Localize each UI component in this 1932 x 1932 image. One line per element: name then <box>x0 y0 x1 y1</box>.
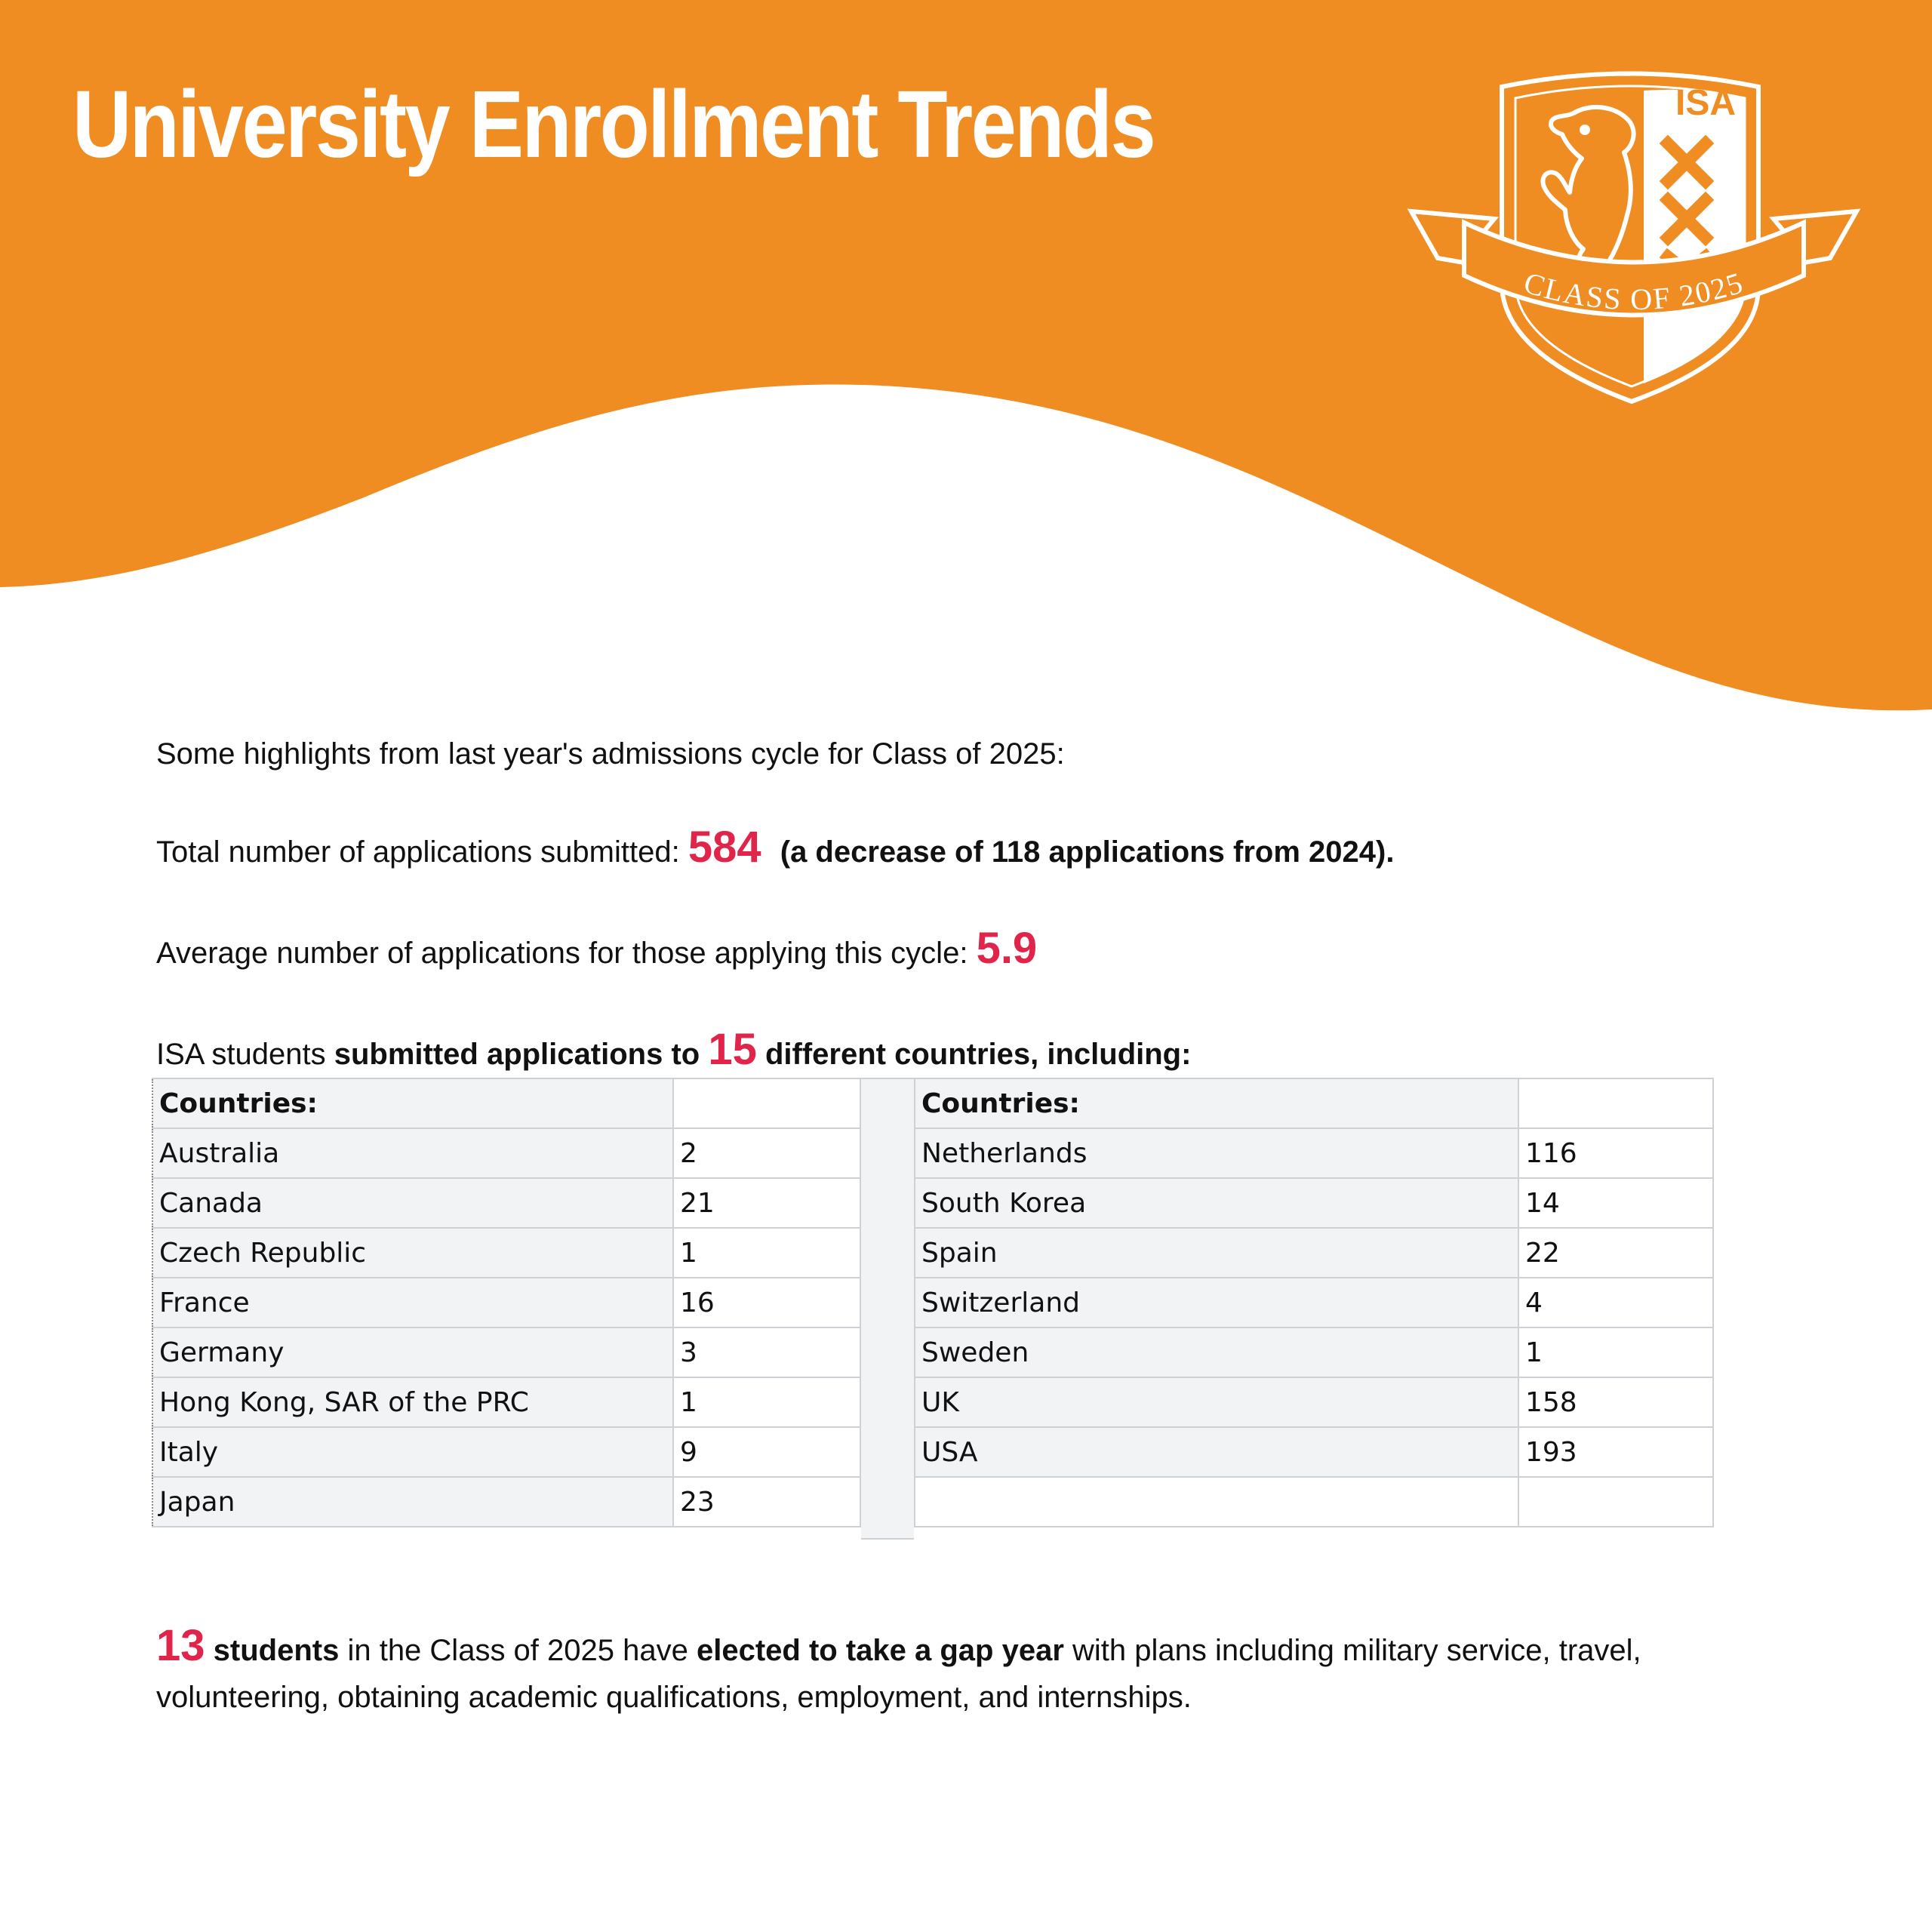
country-count: 1 <box>1518 1327 1713 1377</box>
table-row-empty <box>915 1477 1713 1527</box>
table-row <box>915 1128 1713 1178</box>
gap-year-bold-1: students <box>213 1634 340 1667</box>
average-applications-value: 5.9 <box>976 924 1038 973</box>
isa-logo-text: ISA <box>1675 83 1737 123</box>
total-applications-line <box>156 821 1394 874</box>
table-row <box>915 1178 1713 1228</box>
table-header-countries: Countries: <box>152 1078 673 1128</box>
country-name: Italy <box>152 1427 673 1477</box>
gap-year-text-1: in the Class of 2025 have <box>347 1634 688 1667</box>
gap-year-count-value: 13 <box>156 1621 205 1670</box>
isa-crest-logo <box>1404 60 1864 408</box>
table-row <box>152 1278 860 1327</box>
country-name: Switzerland <box>915 1278 1518 1327</box>
country-count: 1 <box>673 1377 860 1427</box>
table-row <box>152 1178 860 1228</box>
table-row <box>152 1477 860 1527</box>
country-name: Germany <box>152 1327 673 1377</box>
countries-table-right <box>914 1078 1714 1527</box>
country-name: USA <box>915 1427 1518 1477</box>
table-header-count <box>673 1078 860 1128</box>
table-row <box>915 1228 1713 1278</box>
class-of-2025-banner-text: CLASS OF 2025 <box>1520 265 1748 317</box>
empty-cell <box>1518 1477 1713 1527</box>
countries-bold-2: different countries, including: <box>764 1038 1192 1071</box>
empty-cell <box>915 1477 1518 1527</box>
country-count: 116 <box>1518 1128 1713 1178</box>
intro-text: Some highlights from last year's admissions cycle for Class of 2025: <box>156 737 1065 771</box>
table-row <box>915 1327 1713 1377</box>
country-name: Australia <box>152 1128 673 1178</box>
gap-year-bold-2: elected to take a gap year <box>696 1634 1064 1667</box>
table-row <box>152 1128 860 1178</box>
country-count: 23 <box>673 1477 860 1527</box>
gap-year-paragraph <box>156 1623 1779 1721</box>
country-name: South Korea <box>915 1178 1518 1228</box>
country-name: France <box>152 1278 673 1327</box>
total-applications-label: Total number of applications submitted: <box>156 835 680 869</box>
countries-prefix: ISA students <box>156 1038 326 1071</box>
table-row <box>915 1377 1713 1427</box>
table-row <box>152 1327 860 1377</box>
table-header-row <box>915 1078 1713 1128</box>
table-row <box>152 1228 860 1278</box>
table-row <box>152 1427 860 1477</box>
country-count: 16 <box>673 1278 860 1327</box>
country-name: Netherlands <box>915 1128 1518 1178</box>
country-name: Hong Kong, SAR of the PRC <box>152 1377 673 1427</box>
country-count: 193 <box>1518 1427 1713 1477</box>
country-name: Sweden <box>915 1327 1518 1377</box>
countries-line <box>156 1023 1191 1076</box>
country-count: 14 <box>1518 1178 1713 1228</box>
country-count: 158 <box>1518 1377 1713 1427</box>
table-header-count <box>1518 1078 1713 1128</box>
table-header-countries: Countries: <box>915 1078 1518 1128</box>
table-row <box>915 1427 1713 1477</box>
average-applications-label: Average number of applications for those applying this cycle: <box>156 937 968 970</box>
country-name: Japan <box>152 1477 673 1527</box>
country-count: 9 <box>673 1427 860 1477</box>
total-applications-value: 584 <box>688 823 761 872</box>
country-count: 4 <box>1518 1278 1713 1327</box>
country-count: 21 <box>673 1178 860 1228</box>
gap-year-text-2: with plans including military service, travel, volunteering, obtaining academic qualifications, employment, and internships. <box>156 1634 1641 1714</box>
country-count: 2 <box>673 1128 860 1178</box>
page-title: University Enrollment Trends <box>72 71 1155 177</box>
countries-table-left <box>152 1078 861 1527</box>
countries-count-value: 15 <box>708 1025 757 1074</box>
total-applications-note: (a decrease of 118 applications from 2024). <box>780 835 1395 869</box>
table-gutter <box>861 1078 914 1540</box>
average-applications-line <box>156 922 1037 975</box>
countries-bold-1: submitted applications to <box>334 1038 700 1071</box>
country-count: 3 <box>673 1327 860 1377</box>
country-name: UK <box>915 1377 1518 1427</box>
table-header-row <box>152 1078 860 1128</box>
country-count: 1 <box>673 1228 860 1278</box>
table-row <box>915 1278 1713 1327</box>
country-count: 22 <box>1518 1228 1713 1278</box>
country-name: Spain <box>915 1228 1518 1278</box>
country-name: Czech Republic <box>152 1228 673 1278</box>
table-row <box>152 1377 860 1427</box>
country-name: Canada <box>152 1178 673 1228</box>
